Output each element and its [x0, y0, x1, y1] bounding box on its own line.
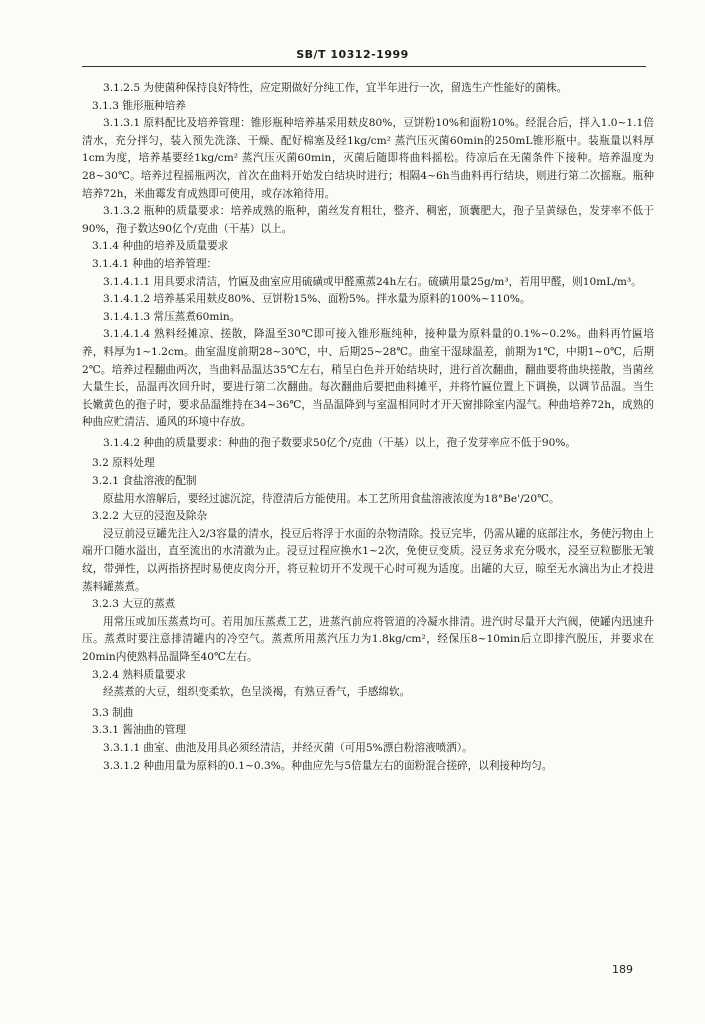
section-heading: 3.1.3 锥形瓶种培养: [92, 99, 186, 112]
header-rule: [82, 66, 646, 67]
paragraph: 3.1.3.2 瓶种的质量要求：培养成熟的瓶种，菌丝发育粗壮，整齐、稠密，顶囊肥大，孢子呈黄绿色，发芽率不低于90%，孢子数达90亿个/克曲（干基）以上。: [82, 205, 654, 235]
page-header-code: SB/T 10312-1999: [296, 48, 409, 61]
paragraph: 经蒸煮的大豆，组织变柔软，色呈淡褐，有熟豆香气，手感绵软。: [103, 686, 411, 699]
section-heading: 3.3 制曲: [92, 706, 134, 719]
paragraph: 3.1.4.1.3 常压蒸煮60min。: [103, 310, 241, 323]
section-heading: 3.1.4 种曲的培养及质量要求: [92, 240, 229, 253]
paragraph: 浸豆前浸豆罐先注入2/3容量的清水，投豆后将浮于水面的杂物清除。投豆完毕，仍需从罐的底部注水，务使污物由上端开口随水溢出，直至流出的水清澈为止。浸豆过程应换水1~2次，免使豆变质。浸豆务求充分吸水，浸至豆粒膨胀无皱纹，带弹性，以两指挤捏时易使皮肉分开，将豆粒切开不发现干心时可视为适度。出罐的大豆，晾至无水滴出为止才投进蒸料罐蒸煮。: [82, 527, 654, 593]
section-heading: 3.2 原料处理: [92, 457, 155, 470]
paragraph: 3.1.4.1.2 培养基采用麸皮80%、豆饼粉15%、面粉5%。拌水量为原料的100%~110%。: [103, 293, 531, 306]
section-heading: 3.1.4.1 种曲的培养管理：: [92, 257, 218, 270]
section-heading: 3.2.4 熟料质量要求: [92, 668, 186, 681]
document-body: [82, 80, 654, 775]
paragraph: 3.1.4.1.4 熟料经摊凉、搓散，降温至30℃即可接入锥形瓶纯种，接种量为原料量的0.1%~0.2%。曲料再竹匾培养，料厚为1~1.2cm。曲室温度前期28~30℃，中、后期25~28℃。曲室干湿球温差，前期为1℃，中期1~0℃，后期2℃。培养过程翻曲两次，当曲料品温达35℃左右，稍呈白色并开始结块时，进行首次翻曲，翻曲要将曲块搓散，当菌丝大量生长，品温再次回升时，要进行第二次翻曲。每次翻曲后要把曲料摊平，并将竹匾位置上下调换，以调节品温。当生长嫩黄色的孢子时，要求品温维持在34~36℃，当品温降到与室温相同时才开天窗排除室内湿气。种曲培养72h，成熟的种曲应贮清洁、通风的环境中存放。: [82, 328, 654, 429]
section-heading: 3.2.1 食盐溶液的配制: [92, 475, 197, 488]
paragraph: 3.1.4.1.1 用具要求清洁，竹匾及曲室应用硫磺或甲醛熏蒸24h左右。硫磺用量25g/m³，若用甲醛，则10mL/m³。: [103, 275, 642, 288]
paragraph: 3.3.1.1 曲室、曲池及用具必须经清洁，并经灭菌（可用5%漂白粉溶液喷洒）。: [103, 741, 473, 754]
paragraph: 3.1.2.5 为使菌种保持良好特性，应定期做好分纯工作，宜半年进行一次，留选生产性能好的菌株。: [103, 82, 568, 94]
page-number: 189: [612, 963, 633, 976]
paragraph: 3.1.3.1 原料配比及培养管理：锥形瓶种培养基采用麸皮80%，豆饼粉10%和面粉10%。经混合后，拌入1.0~1.1倍清水，充分拌匀，装入预先洗涤、干燥、配好棉塞及经1kg/cm² 蒸汽压灭菌60min的250mL锥形瓶中。装瓶量以料厚1cm为度，培养基要经1kg/cm² 蒸汽压灭菌60min，灭菌后随即将曲料摇松。待凉后在无菌条件下接种。培养温度为28~30℃。培养过程摇瓶两次，首次在曲料开始发白结块时进行；相隔4~6h当曲料再行结块，则进行第二次摇瓶。瓶种培养72h，米曲霉发育成熟即可使用，或存冰箱待用。: [82, 117, 654, 200]
paragraph: 用常压或加压蒸煮均可。若用加压蒸煮工艺，进蒸汽前应将管道的冷凝水排清。进汽时尽量开大汽阀，使罐内迅速升压。蒸煮时要注意排清罐内的冷空气。蒸煮所用蒸汽压力为1.8kg/cm²，经保压8~10min后立即排汽脱压，并要求在20min内使熟料品温降至40℃左右。: [82, 615, 654, 663]
paragraph: 3.3.1.2 种曲用量为原料的0.1~0.3%。种曲应先与5倍量左右的面粉混合搓碎，以利接种均匀。: [103, 759, 553, 772]
paragraph: 原盐用水溶解后，要经过滤沉淀，待澄清后方能使用。本工艺所用食盐溶液浓度为18°Be'/20℃。: [103, 492, 560, 505]
paragraph: 3.1.4.2 种曲的质量要求：种曲的孢子数要求50亿个/克曲（干基）以上，孢子发芽率应不低于90%。: [103, 436, 576, 449]
section-heading: 3.2.2 大豆的浸泡及除杂: [92, 510, 208, 523]
section-heading: 3.3.1 酱油曲的管理: [92, 724, 186, 737]
section-heading: 3.2.3 大豆的蒸煮: [92, 598, 176, 611]
